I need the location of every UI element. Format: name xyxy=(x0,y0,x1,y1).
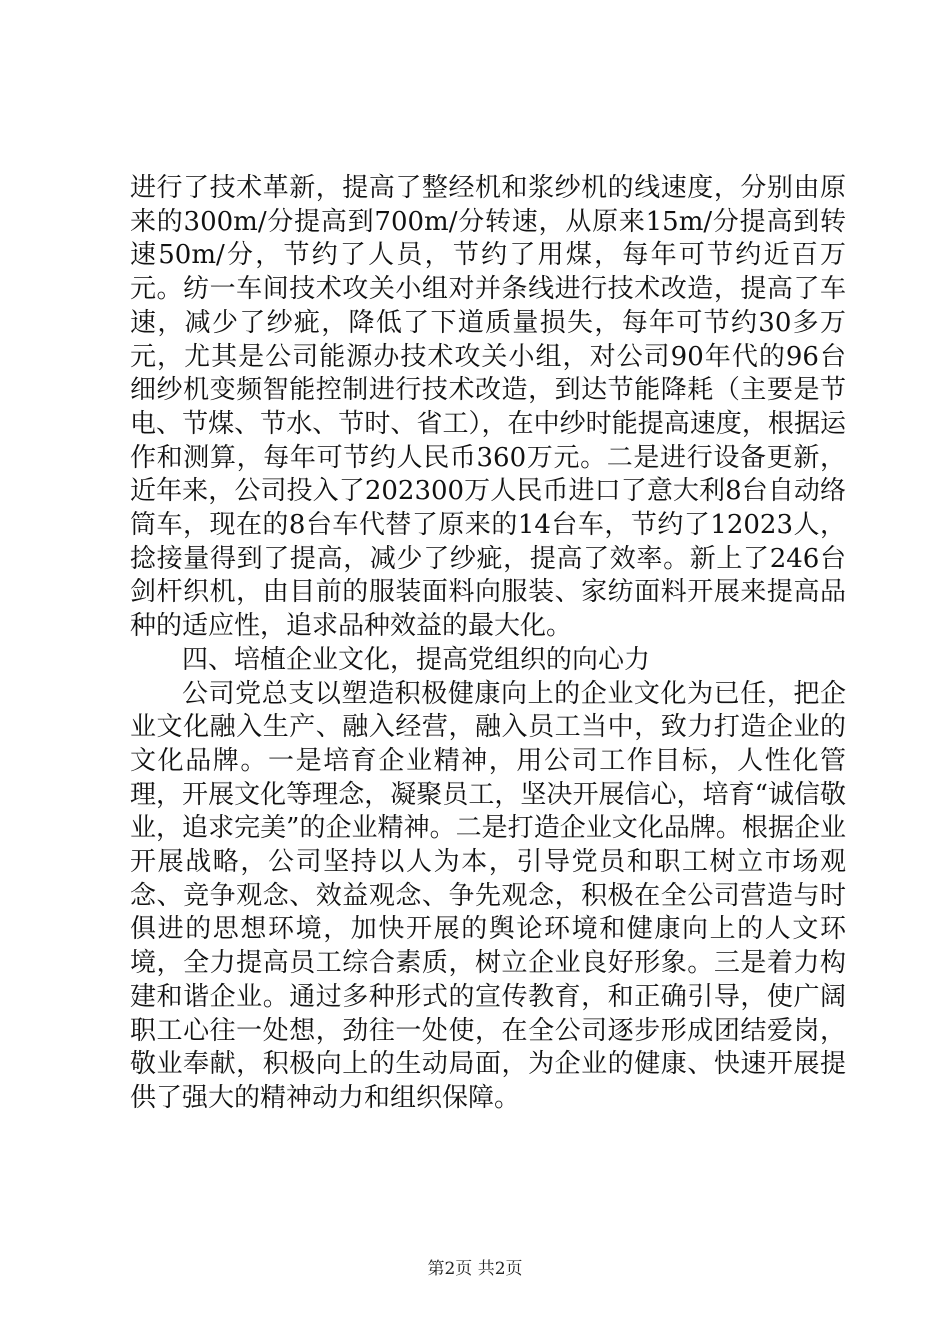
section-heading-culture: 四、培植企业文化，提高党组织的向心力 xyxy=(182,644,651,675)
paragraph-equipment-upgrade: 进行了技术革新，提高了整经机和浆纱机的线速度，分别由原来的300m/分提高到700m/分转速，从原来15m/分提高到转速50m/分，节约了人员，节约了用煤，每年可节约近百万元。纺一车间技术攻关小组对并条线进行技术改造，提高了车速，减少了纱疵，降低了下道质量损失，每年可节约30多万元，尤其是公司能源办技术攻关小组，对公司90年代的96台细纱机变频智能控制进行技术改造，到达节能降耗（主要是节电、节煤、节水、节时、省工），在中纱时能提高速度，根据运作和测算，每年可节约人民币360万元。二是进行设备更新，近年来，公司投入了202300万人民币进口了意大利8台自动络筒车，现在的8台车代替了原来的14台车，节约了12023人，捻接量得到了提高，减少了纱疵，提高了效率。新上了246台剑杆织机，由目前的服装面料向服装、家纺面料开展来提高品种的适应性，追求品种效益的最大化。 xyxy=(130,173,846,642)
page-number-footer: 第2页 共2页 xyxy=(427,1259,523,1279)
paragraph-corporate-culture: 公司党总支以塑造积极健康向上的企业文化为已任，把企业文化融入生产、融入经营，融入员工当中，致力打造企业的文化品牌。一是培育企业精神，用公司工作目标，人性化管理，开展文化等理念，凝聚员工，坚决开展信心，培育“诚信敬业，追求完美”的企业精神。二是打造企业文化品牌。根据企业开展战略，公司坚持以人为本，引导党员和职工树立市场观念、竞争观念、效益观念、争先观念，积极在全公司营造与时俱进的思想环境，加快开展的舆论环境和健康向上的人文环境，全力提高员工综合素质，树立企业良好形象。三是着力构建和谐企业。通过多种形式的宣传教育，和正确引导，使广阔职工心往一处想，劲往一处使，在全公司逐步形成团结爱岗，敬业奉献，积极向上的生动局面，为企业的健康、快速开展提供了强大的精神动力和组织保障。 xyxy=(130,678,846,1113)
document-body xyxy=(130,172,846,1116)
